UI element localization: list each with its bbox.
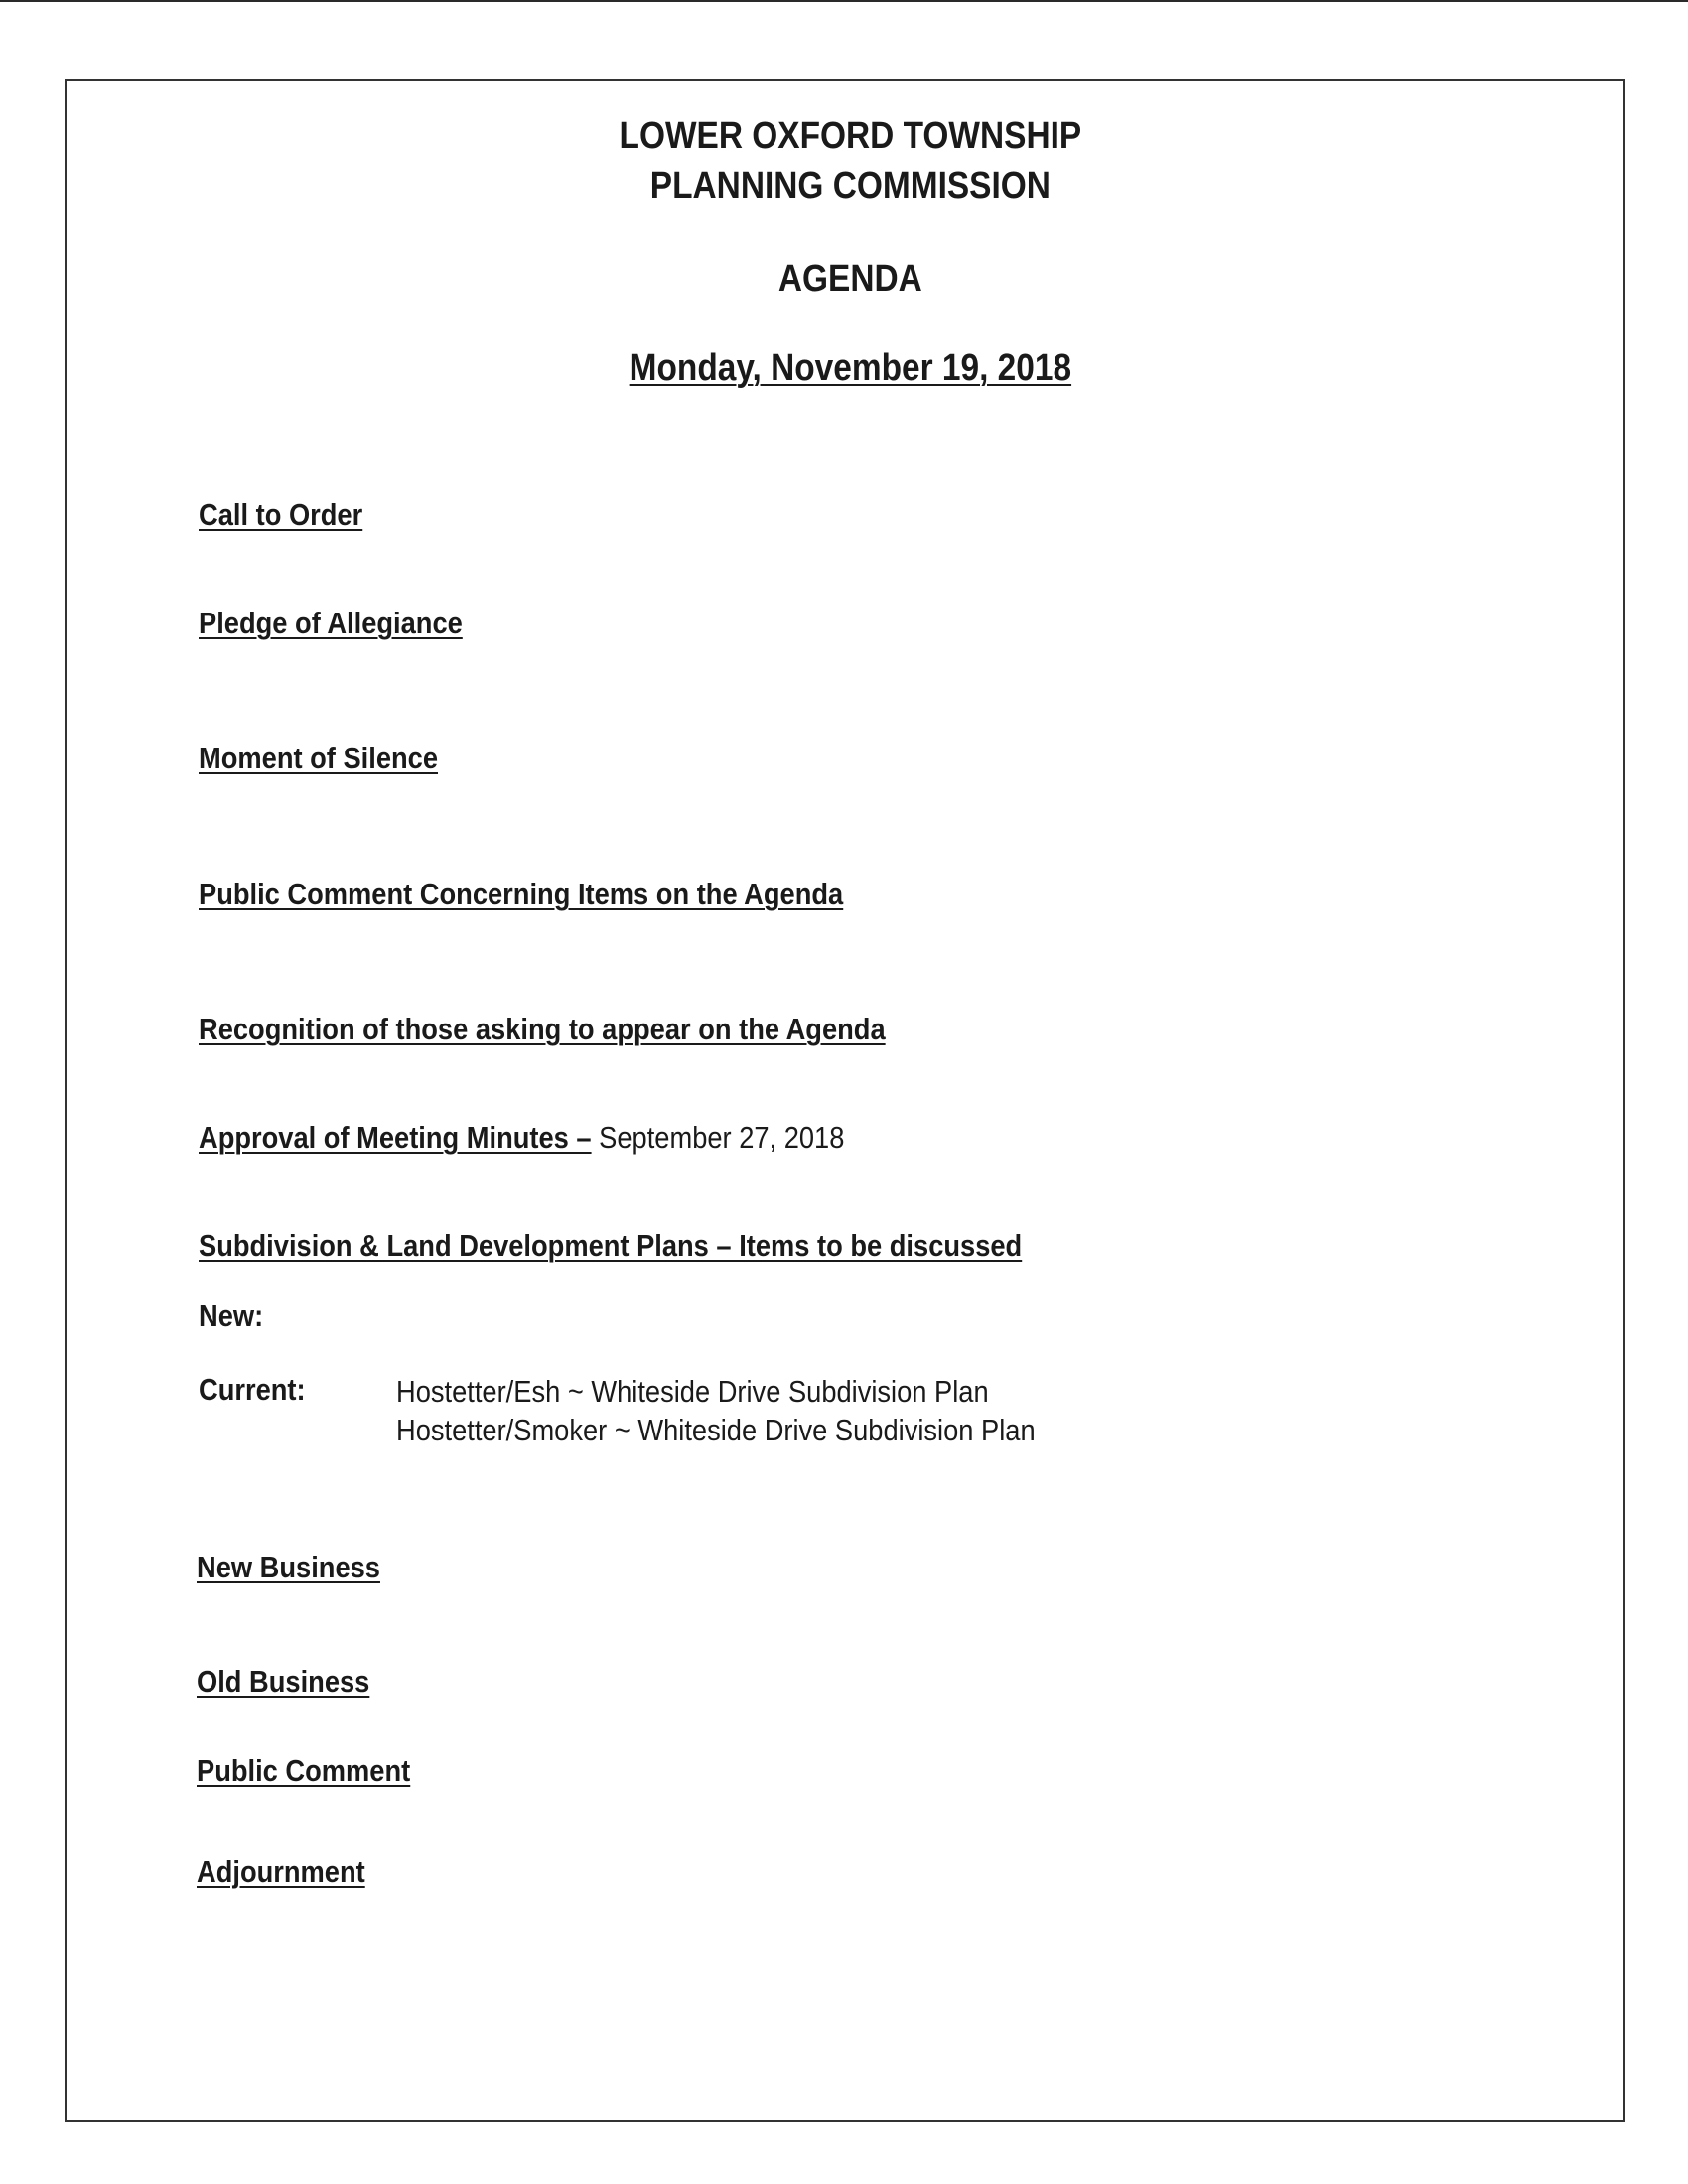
township-name: LOWER OXFORD TOWNSHIP	[619, 115, 1082, 157]
meeting-date: Monday, November 19, 2018	[629, 347, 1072, 389]
item-approval-of-minutes	[199, 1120, 844, 1156]
item-moment-of-silence: Moment of Silence	[199, 741, 439, 775]
current-plans-label: Current:	[199, 1372, 306, 1407]
item-public-comment-agenda: Public Comment Concerning Items on the Agenda	[199, 877, 844, 911]
item-subdivision-plans: Subdivision & Land Development Plans – Items to be discussed	[199, 1228, 1023, 1263]
item-old-business: Old Business	[197, 1664, 370, 1699]
new-plans-label: New:	[199, 1298, 264, 1333]
agenda-title: AGENDA	[777, 258, 922, 300]
item-public-comment: Public Comment	[197, 1753, 411, 1788]
approval-minutes-date: September 27, 2018	[599, 1120, 845, 1155]
commission-name: PLANNING COMMISSION	[649, 165, 1051, 206]
item-pledge-of-allegiance: Pledge of Allegiance	[199, 606, 463, 640]
item-call-to-order: Call to Order	[199, 497, 363, 532]
current-plans-list	[396, 1372, 1036, 1449]
item-adjournment: Adjournment	[197, 1854, 365, 1889]
scan-edge-line	[0, 0, 1688, 2]
item-new-business: New Business	[197, 1550, 380, 1584]
current-plan-item: Hostetter/Esh ~ Whiteside Drive Subdivision Plan	[396, 1374, 989, 1409]
item-recognition: Recognition of those asking to appear on the Agenda	[199, 1012, 886, 1046]
current-plan-item: Hostetter/Smoker ~ Whiteside Drive Subdivision Plan	[396, 1413, 1036, 1447]
approval-minutes-label: Approval of Meeting Minutes –	[199, 1120, 592, 1155]
